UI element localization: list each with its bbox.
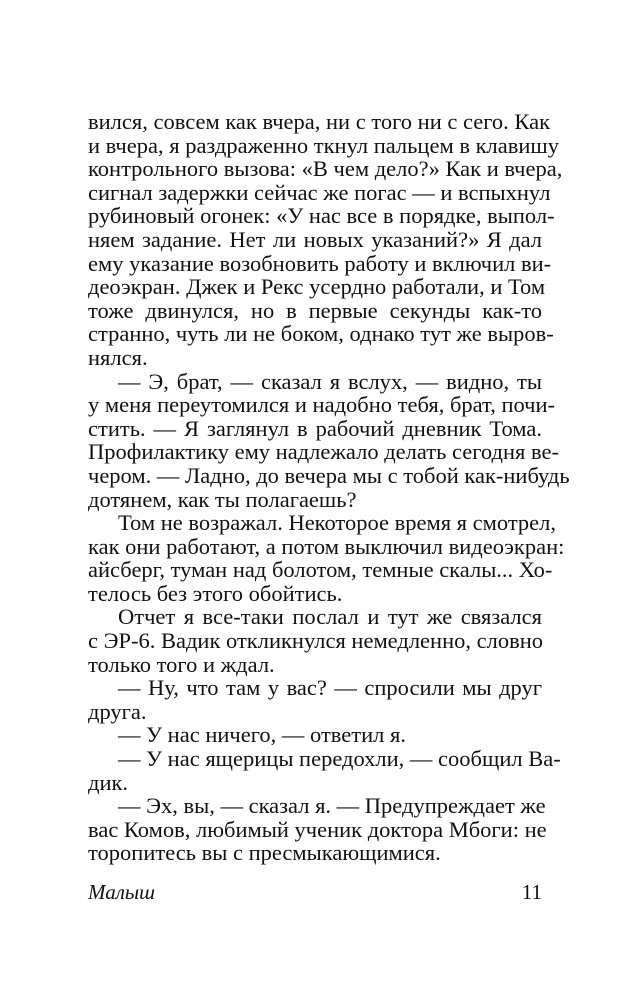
- text-line: странно, чуть ли не боком, однако тут же выров-: [88, 321, 554, 347]
- text-line: — У нас ничего, — ответил я.: [118, 722, 406, 748]
- text-line: торопитесь вы с пресмыкающимися.: [88, 840, 441, 866]
- text-line: и вчера, я раздраженно ткнул пальцем в клавишу: [88, 132, 559, 158]
- text-line: друга.: [88, 698, 147, 724]
- text-line: няем задание. Нет ли новых указаний?» Я дал: [88, 226, 542, 252]
- text-line: айсберг, туман над болотом, темные скалы... Хо-: [88, 557, 553, 583]
- text-line: рубиновый огонек: «У нас все в порядке, выпол-: [88, 203, 555, 229]
- text-line: деоэкран. Джек и Рекс усердно работали, и Том: [88, 274, 546, 300]
- text-line: — Эх, вы, — сказал я. — Предупреждает же: [118, 793, 546, 819]
- text-line: чером. — Ладно, до вечера мы с тобой как-нибудь: [88, 462, 570, 488]
- text-line: нялся.: [88, 344, 148, 370]
- text-line: только того и ждал.: [88, 651, 275, 677]
- text-line: дик.: [88, 769, 129, 795]
- page-number: 11: [521, 880, 542, 904]
- body-text: [88, 109, 570, 866]
- text-line: вился, совсем как вчера, ни с того ни с сего. Как: [88, 109, 551, 134]
- text-line: тоже двинулся, но в первые секунды как-то: [88, 297, 542, 323]
- text-line: — У нас ящерицы передохли, — сообщил Ва-: [118, 746, 561, 772]
- text-line: контрольного вызова: «В чем дело?» Как и вчера,: [88, 156, 563, 182]
- text-line: дотянем, как ты полагаешь?: [88, 486, 357, 512]
- text-line: вас Комов, любимый ученик доктора Мбоги: не: [88, 816, 547, 842]
- text-line: Том не возражал. Некоторое время я смотрел,: [118, 510, 557, 536]
- text-line: сигнал задержки сейчас же погас — и вспыхнул: [88, 179, 551, 205]
- text-line: Профилактику ему надлежало делать сегодня ве-: [88, 439, 559, 465]
- text-line: — Э, брат, — сказал я вслух, — видно, ты: [118, 368, 542, 394]
- text-line: телось без этого обойтись.: [88, 580, 343, 606]
- text-line: стить. — Я заглянул в рабочий дневник Тома.: [88, 415, 542, 441]
- text-line: — Ну, что там у вас? — спросили мы друг: [118, 675, 542, 701]
- running-title: Малыш: [88, 880, 155, 904]
- text-line: с ЭР-6. Вадик откликнулся немедленно, словно: [88, 628, 543, 654]
- text-line: ему указание возобновить работу и включил ви-: [88, 250, 552, 276]
- text-line: как они работают, а потом выключил видеоэкран:: [88, 533, 565, 559]
- page-footer: [88, 880, 542, 906]
- text-line: Отчет я все-таки послал и тут же связался: [118, 604, 542, 630]
- text-line: у меня переутомился и надобно тебя, брат, почи-: [88, 392, 556, 418]
